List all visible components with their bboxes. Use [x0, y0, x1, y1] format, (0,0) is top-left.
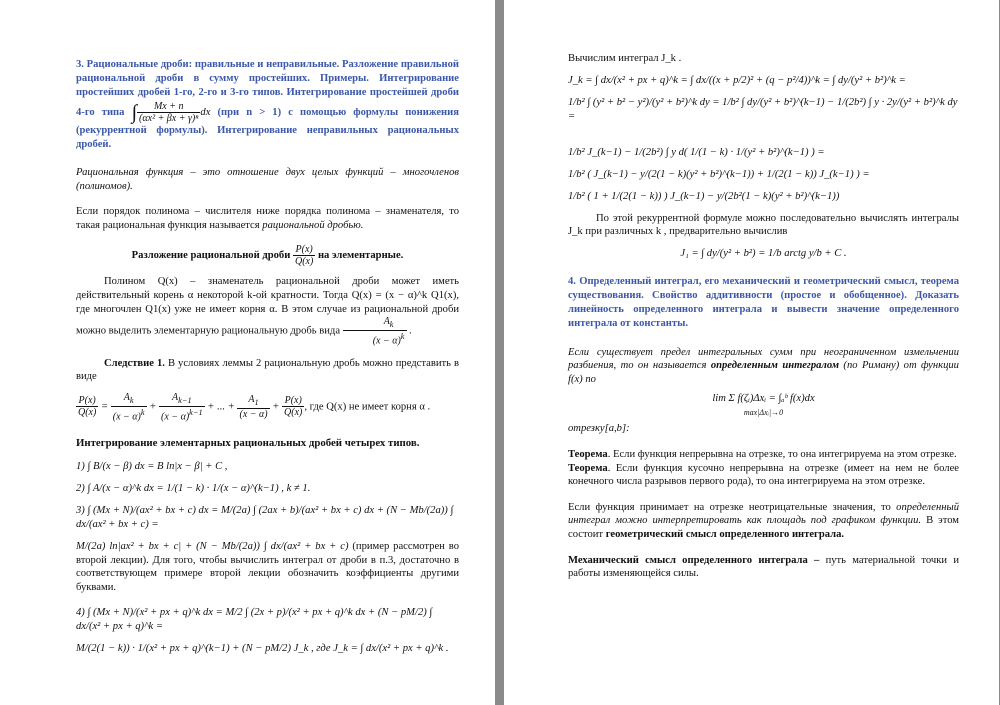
corollary-paragraph: Следствие 1. В условиях леммы 2 рациональную дробь можно представить в виде — [76, 357, 459, 383]
left-page — [0, 0, 495, 705]
section-3-title: 3. Рациональные дроби: правильные и неправильные. Разложение правильной рациональной дроби в сумму простейших. Примеры. Интегрирование простейших дробей 1-го, 2-го и 3-го типов. Интегрирование простейшей дроби 4-го типа ∫ $\frac{Mx + n}{\text{(αx² + βx + γ)ⁿ}}$ dx (при n > 1) с помощью формулы понижения (рекуррентной формулы). Интегрирование неправильных рациональных дробей. — [76, 59, 459, 150]
section-4-title: 4. Определенный интеграл, его механический и геометрический смысл, теорема существования. Свойство аддитивности (простое и обобщенное). Доказать линейность определенного интеграла и вывести значение определенного интеграла от константы. — [568, 275, 959, 330]
recurrence-line-3: 1/b² J_(k−1) − 1/(2b²) ∫ y d( 1/(1 − k) · 1/(y² + b²)^(k−1) ) = — [568, 146, 825, 158]
geometric-meaning: Если функция принимает на отрезке неотрицательные значения, то определенный интеграл можно интерпретировать как площадь под графиком функции. В этом состоит геометрический смысл определенного интеграла. — [568, 501, 959, 540]
decomposition-heading: Разложение рациональной дроби $\frac{P(x)}{Q(x)}$ на элементарные. — [131, 244, 404, 268]
recurrence-line-5: 1/b² ( 1 + 1/(2(1 − k)) ) J_(k−1) − y/(2b²(1 − k)(y² + b²)^(k−1)) — [568, 190, 840, 202]
recurrence-line-4: 1/b² ( J_(k−1) − y/(2(1 − k)(y² + b²)^(k−1)) + 1/(2(1 − k)) J_(k−1) ) = — [568, 168, 870, 180]
j1-formula: J₁ = ∫ dy/(y² + b²) = 1/b arctg y/b + C . — [680, 247, 847, 259]
formula-1: 1) ∫ B/(x − β) dx = B ln|x − β| + C , — [76, 461, 228, 473]
right-page — [504, 0, 999, 705]
calc-intro: Вычислим интеграл J_k . — [568, 53, 682, 64]
formula-4: 4) ∫ (Mx + N)/(x² + px + q)^k dx = M/2 ∫ (2x + p)/(x² + px + q)^k dx + (N − pM/2) ∫ dx/(x² + px + q)^k = — [76, 607, 433, 633]
recurrence-text: По этой рекуррентной формуле можно последовательно вычислять интегралы J_k при различных k , предварительно вычислив — [568, 212, 959, 238]
formula-2: 2) ∫ A/(x − α)^k dx = 1/(1 − k) · 1/(x − α)^(k−1) , k ≠ 1. — [76, 483, 311, 495]
decomposition-paragraph: Полином Q(x) – знаменатель рациональной дроби может иметь действительный корень α некоторой k-ой кратности. Тогда Q(x) = (x − α)^k Q1(x), где многочлен Q1(x) уже не имеет корня α. В этом случае из рациональной дроби можно выделить элементарную рациональную дробь вида $\frac{A_k}{(x - \alpha)^k}$ . — [76, 276, 459, 347]
formula-3-continuation: M/(2a) ln|ax² + bx + c| + (N − Mb/(2a)) ∫ dx/(ax² + bx + c) (пример рассмотрен во второй лекции). Для того, чтобы вычислить интеграл от дроби в п.3, достаточно в соответствующем примере второй лекции обозначить коэффициенты другими буквами. — [76, 541, 459, 593]
integral-formula: ∫ $\frac{Mx + n}{\text{(αx² + βx + γ)ⁿ}}$ dx — [131, 100, 218, 124]
formula-3: 3) ∫ (Mx + N)/(ax² + bx + c) dx = M/(2a) ∫ (2ax + b)/(ax² + bx + c) dx + (N − Mb/(2a)) ∫ dx/(ax² + bx + c) = — [76, 505, 454, 531]
corollary-formula: $\frac{P(x)}{Q(x)}$ = $\frac{A_k}{(x - \alpha)^k}$ + $\frac{A_{k-1}}{(x - \alpha)^{k-1}}$ + ... + $\frac{A_1}{(x - \alpha)}$ + $\frac{P(x)}{Q(x)}$ , где Q(x) не имеет корня α . — [78, 391, 431, 423]
formula-4-continuation: M/(2(1 − k)) · 1/(x² + px + q)^(k−1) + (N − pM/2) J_k , где J_k = ∫ dx/(x² + px + q)^k . — [76, 643, 449, 655]
theorem-1: Теорема. Если функция непрерывна на отрезке, то она интегрируема на этом отрезке. — [568, 448, 957, 460]
rational-function-definition: Рациональная функция – это отношение двух целых функций – многочленов (полиномов). — [76, 167, 459, 192]
theorem-2: Теорема. Если функция кусочно непрерывна на отрезке (имеет на нем не более конечного числа разрывов первого рода), то она интегрируема на этом отрезке. — [568, 462, 959, 488]
definite-integral-definition: Если существует предел интегральных сумм при неограниченном измельчении разбиения, то он называется определенным интегралом (по Риману) от функции f(x) по — [568, 346, 959, 385]
recurrence-line-1: J_k = ∫ dx/(x² + px + q)^k = ∫ dx/((x + p/2)² + (q − p²/4))^k = ∫ dy/(y² + b²)^k = — [568, 74, 906, 86]
riemann-limit-formula: lim Σ f(ζᵢ)Δxᵢ = ∫ₐᵇ f(x)dx max|Δxᵢ|→0 — [712, 393, 815, 418]
recurrence-line-2: 1/b² ∫ (y² + b² − y²)/(y² + b²)^k dy = 1/b² ∫ dy/(y² + b²)^(k−1) − 1/(2b²) ∫ y · 2y/(y² + b²)^k dy = — [568, 96, 958, 122]
segment-label: отрезку[a,b]: — [568, 423, 630, 435]
integration-heading: Интегрирование элементарных рациональных дробей четырех типов. — [76, 437, 420, 450]
mechanical-meaning: Механический смысл определенного интеграла – путь материальной точки и работы изменяющейся силы. — [568, 554, 959, 580]
proper-fraction-paragraph: Если порядок полинома – числителя ниже порядка полинома – знаменателя, то такая рациональная функция называется рациональной дробью. — [76, 206, 459, 231]
